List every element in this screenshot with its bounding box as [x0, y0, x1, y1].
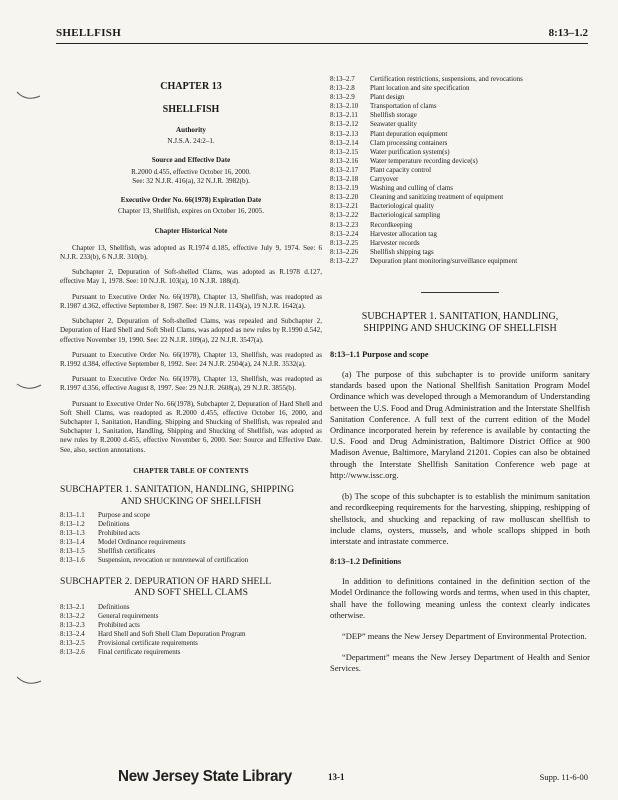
toc-entry[interactable]: 8:13–2.24 Harvester allocation tag: [330, 229, 437, 238]
subchapter-1-heading: SUBCHAPTER 1. SANITATION, HANDLING, SHIPPING AND SHUCKING OF SHELLFISH: [361, 310, 559, 335]
toc-entry[interactable]: 8:13–2.22 Bacteriological sampling: [330, 211, 441, 220]
page-number: 13-1: [328, 772, 345, 782]
toc-entry[interactable]: 8:13–2.23 Recordkeeping: [330, 220, 413, 229]
toc-entry[interactable]: 8:13–2.12 Seawater quality: [330, 120, 417, 129]
authority-heading: Authority: [176, 126, 206, 134]
toc-entry[interactable]: 8:13–1.4 Model Ordinance requirements: [60, 538, 186, 547]
header-rule: [56, 43, 588, 44]
purpose-paragraph-b: (b) The scope of this subchapter is to establish the minimum sanitation and recordkeeping requirements for the harvesting, shipping, reshipping of shellstock, and shucking and repacking of raw molluscan shellfish to include clams, oysters, mussels, and whole scallops shipped in both interstate and intrastate commerce.: [330, 491, 590, 546]
toc-entry[interactable]: 8:13–2.18 Carryover: [330, 175, 399, 184]
toc-entry[interactable]: 8:13–2.15 Water purification system(s): [330, 147, 450, 156]
toc-entry[interactable]: 8:13–2.3 Prohibited acts: [60, 620, 140, 629]
historical-note: Pursuant to Executive Order No. 66(1978), Chapter 13, Shellfish, was readopted as R.1997 d.356, effective August 8, 1997. See: 29 N.J.R. 2608(a), 29 N.J.R. 3855(b).: [60, 375, 322, 393]
running-header-section: 8:13–1.2: [548, 27, 588, 39]
running-header-title: SHELLFISH: [56, 27, 122, 39]
chapter-number: CHAPTER 13: [160, 81, 222, 92]
toc-subchapter-1-list: [60, 511, 322, 566]
toc-entry[interactable]: 8:13–2.5 Provisional certificate requirements: [60, 638, 198, 647]
punch-hole-mark-middle: [14, 378, 46, 396]
left-column: [60, 80, 322, 657]
toc-subchapter-2-list: [60, 603, 322, 658]
historical-note-heading: Chapter Historical Note: [154, 226, 228, 235]
toc-entry[interactable]: 8:13–1.6 Suspension, revocation or nonrenewal of certification: [60, 556, 249, 565]
toc-entry[interactable]: 8:13–2.8 Plant location and site specification: [330, 84, 470, 93]
toc-entry[interactable]: 8:13–2.14 Clam processing containers: [330, 138, 448, 147]
toc-subchapter-1-title: SUBCHAPTER 1. SANITATION, HANDLING, SHIPPING AND SHUCKING OF SHELLFISH: [60, 484, 295, 507]
toc-subchapter-2-title: SUBCHAPTER 2. DEPURATION OF HARD SHELL AND SOFT SHELL CLAMS: [60, 575, 272, 599]
right-column: [330, 75, 590, 685]
source-line-2: See: 32 N.J.R. 416(a), 32 N.J.R. 3982(b).: [132, 176, 250, 185]
section-heading-purpose: 8:13–1.1 Purpose and scope: [330, 349, 429, 359]
purpose-paragraph-a: (a) The purpose of this subchapter is to provide uniform sanitary standards based upon the National Shellfish Sanitation Program Model Ordinance which was developed through a Memorandum of Understanding between the U.S. Food and Drug Administration and the Interstate Shellfish Sanitation Conference. A full text of the current edition of the Model Ordinance incorporated herein by reference is available by contacting the U.S. Food and Drug Administration, Baltimore District Office at 900 Madison Avenue, Baltimore, Maryland 21201. Copies can also be obtained through the Interstate Shellfish Sanitation Conference web page at http://www.issc.org.: [330, 368, 590, 480]
toc-entry[interactable]: 8:13–2.21 Bacteriological quality: [330, 202, 434, 211]
library-stamp: New Jersey State Library: [118, 768, 292, 785]
toc-entry[interactable]: 8:13–2.16 Water temperature recording device(s): [330, 156, 478, 165]
definition-dep: “DEP” means the New Jersey Department of Environmental Protection.: [342, 630, 587, 641]
section-heading-definitions: 8:13–1.2 Definitions: [330, 557, 402, 567]
toc-entry[interactable]: 8:13–2.9 Plant design: [330, 93, 405, 102]
toc-entry[interactable]: 8:13–2.7 Certification restrictions, suspensions, and revocations: [330, 75, 523, 83]
toc-entry[interactable]: 8:13–2.19 Washing and culling of clams: [330, 184, 454, 193]
source-heading: Source and Effective Date: [151, 156, 231, 165]
historical-note: Pursuant to Executive Order No. 66(1978), Subchapter 2, Depuration of Hard Shell and Soft Shell Clams, was readopted as R.2000 d.455, effective October 16, 2000, and Subchapter 1, Sanitation, Handling, Shipping and Shucking of Shellfish, was repealed and Subchapter 1, Sanitation, Handling, Shipping and Shucking of Shellfish, was adopted as new rules by R.2000 d.455, effective November 6, 2000. See: Source and Effective Date. See, also, section annotations.: [60, 399, 322, 454]
historical-note: Subchapter 2, Depuration of Soft-shelled Clams, was adopted as R.1978 d.127, effective May 1, 1978. See: 10 N.J.R. 103(a), 10 N.J.R. 188(d).: [60, 268, 322, 286]
historical-note: Pursuant to Executive Order No. 66(1978), Chapter 13, Shellfish, was readopted as R.1992 d.384, effective September 8, 1992. See: 24 N.J.R. 2504(a), 24 N.J.R. 3532(a).: [60, 350, 322, 368]
chapter-title: SHELLFISH: [162, 104, 220, 115]
toc-entry[interactable]: 8:13–2.17 Plant capacity control: [330, 165, 432, 174]
authority-text: N.J.S.A. 24:2–1.: [167, 137, 215, 146]
supplement-date: Supp. 11-6-00: [539, 772, 588, 782]
toc-entry[interactable]: 8:13–2.10 Transportation of clams: [330, 102, 437, 111]
toc-entry[interactable]: 8:13–2.1 Definitions: [60, 602, 130, 611]
historical-note: Subchapter 2, Depuration of Soft-shelled Clams, was repealed and Subchapter 2, Depuration of Hard Shell and Soft Shell Clams, was adopted as new rules by R.1990 d.542, effective November 19, 1990. See: 22 N.J.R. 109(a), 22 N.J.R. 3547(a).: [60, 317, 322, 344]
toc-entry[interactable]: 8:13–2.2 General requirements: [60, 611, 159, 620]
toc-entry[interactable]: 8:13–1.2 Definitions: [60, 520, 130, 529]
toc-continued-list: [330, 75, 590, 266]
source-line-1: R.2000 d.455, effective October 16, 2000.: [131, 167, 251, 176]
exec-order-text: Chapter 13, Shellfish, expires on October 16, 2005.: [118, 207, 264, 216]
toc-entry[interactable]: 8:13–1.1 Purpose and scope: [60, 511, 151, 519]
toc-entry[interactable]: 8:13–2.26 Shellfish shipping tags: [330, 247, 434, 256]
historical-note: Pursuant to Executive Order No. 66(1978), Chapter 13, Shellfish, was readopted as R.1987 d.362, effective September 8, 1987. See: 19 N.J.R. 1143(a), 19 N.J.R. 1642(a).: [60, 292, 322, 310]
toc-entry[interactable]: 8:13–2.25 Harvester records: [330, 238, 420, 247]
punch-hole-mark-top: [14, 88, 46, 106]
toc-entry[interactable]: 8:13–2.4 Hard Shell and Soft Shell Clam Depuration Program: [60, 629, 246, 638]
toc-entry[interactable]: 8:13–2.6 Final certificate requirements: [60, 648, 181, 657]
toc-entry[interactable]: 8:13–1.3 Prohibited acts: [60, 529, 140, 538]
historical-note: Chapter 13, Shellfish, was adopted as R.1974 d.185, effective July 9, 1974. See: 6 N.J.R. 233(b), 6 N.J.R. 310(b).: [60, 243, 322, 261]
toc-heading: CHAPTER TABLE OF CONTENTS: [133, 466, 249, 475]
toc-entry[interactable]: 8:13–1.5 Shellfish certificates: [60, 547, 156, 556]
definition-department: “Department” means the New Jersey Department of Health and Senior Services.: [330, 652, 590, 674]
punch-hole-mark-bottom: [14, 672, 46, 690]
definitions-intro: In addition to definitions contained in the definition section of the Model Ordinance the following words and terms, when used in this chapter, shall have the following meaning unless the context clearly indicates otherwise.: [330, 576, 590, 620]
toc-entry[interactable]: 8:13–2.27 Depuration plant monitoring/surveillance equipment: [330, 256, 518, 265]
exec-order-heading: Executive Order No. 66(1978) Expiration Date: [120, 196, 262, 205]
toc-entry[interactable]: 8:13–2.11 Shellfish storage: [330, 111, 417, 120]
section-divider: [421, 292, 499, 293]
toc-entry[interactable]: 8:13–2.20 Cleaning and sanitizing treatment of equipment: [330, 193, 504, 202]
toc-entry[interactable]: 8:13–2.13 Plant depuration equipment: [330, 129, 448, 138]
